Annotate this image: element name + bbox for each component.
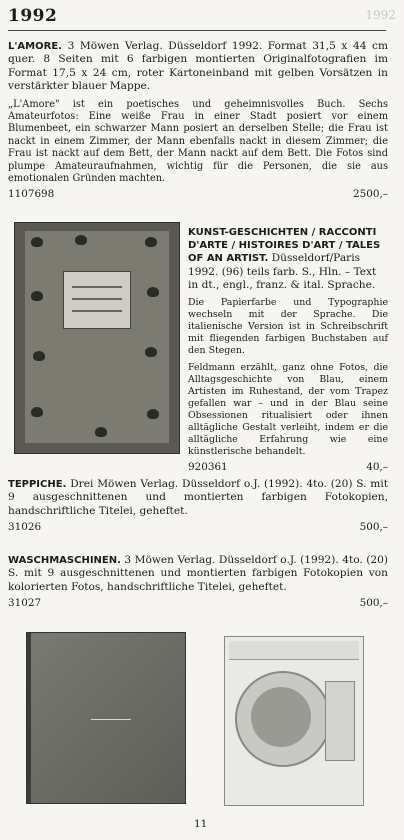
heading-rule bbox=[8, 30, 386, 31]
bird-motif-icon bbox=[147, 287, 159, 297]
catalog-entry-lamore bbox=[8, 40, 388, 202]
control-panel bbox=[229, 641, 359, 660]
entry-details: Düsseldorf/Paris 1992. (96) teils farb. S., Hln. – Text in dt., engl., franz. & ital. Sprache. bbox=[188, 252, 377, 291]
entry-footer bbox=[8, 521, 388, 534]
bird-motif-icon bbox=[31, 237, 43, 247]
waschmaschinen-book-photo bbox=[26, 632, 186, 804]
catalog-number: 1107698 bbox=[8, 188, 55, 201]
entry-text bbox=[8, 478, 388, 518]
entry-title: KUNST-GESCHICHTEN / RACCONTI D'ARTE / HISTOIRES D'ART / TALES OF AN ARTIST. bbox=[188, 227, 381, 265]
kunst-geschichten-cover-photo bbox=[14, 222, 180, 454]
book-spine bbox=[27, 633, 31, 803]
price: 2500,– bbox=[353, 188, 388, 201]
bird-motif-icon bbox=[75, 235, 87, 245]
entry-footer bbox=[8, 597, 388, 610]
entry-details: 3 Möwen Verlag. Düsseldorf 1992. Format 31,5 x 44 cm quer. 8 Seiten mit 6 farbigen montierten Originalfotografien im Format 17,5 x 24 cm, roter Kartoneinband mit gelben Vorsätzen in verstärkter blauer Mappe. bbox=[8, 40, 388, 93]
entry-text bbox=[188, 226, 388, 292]
washing-machine-photo bbox=[224, 636, 364, 806]
bird-motif-icon bbox=[145, 237, 157, 247]
machine-drum bbox=[251, 687, 311, 747]
bird-motif-icon bbox=[95, 427, 107, 437]
entry-details: 3 Möwen Verlag. Düsseldorf o.J. (1992). 4to. (20) S. mit 9 ausgeschnittenen und montierten farbigen Fotokopien von kolorierten Fotos, handschriftliche Titelei, geheftet. bbox=[8, 554, 388, 593]
catalog-number: 31026 bbox=[8, 521, 42, 534]
bird-motif-icon bbox=[31, 407, 43, 417]
page-number: 11 bbox=[194, 818, 208, 830]
entry-text bbox=[8, 40, 388, 94]
catalog-entry-teppiche bbox=[8, 478, 388, 535]
entry-description: Die Papierfarbe und Typographie wechseln mit der Sprache. Die italienische Version ist in Schreibschrift mit fliegenden farbigen Buchstaben auf den Stegen. bbox=[188, 297, 388, 357]
bird-motif-icon bbox=[33, 351, 45, 361]
catalog-number: 31027 bbox=[8, 597, 42, 610]
entry-title: L'AMORE. bbox=[8, 41, 62, 52]
catalog-entry-kunst-geschichten bbox=[188, 226, 388, 474]
entry-text bbox=[8, 554, 388, 594]
price: 500,– bbox=[359, 597, 388, 610]
bird-motif-icon bbox=[147, 409, 159, 419]
year-heading: 1992 bbox=[8, 6, 58, 26]
price: 40,– bbox=[366, 461, 388, 474]
cover-panel bbox=[25, 231, 169, 443]
entry-description: „L'Amore" ist ein poetisches und geheimnisvolles Buch. Sechs Amateurfotos: Eine weiße Frau in einer Stadt posiert vor einem Blumenbeet, ein schwarzer Mann posiert an derselben Stelle; die Frau ist nackt in einem Zimmer, der Mann ebenfalls nackt in diesem Zimmer; die Frau ist nackt auf dem Bett, der Mann nackt auf dem Bett. Die Fotos sind plumpe Amateuraufnahmen, wichtig für die Personen, die sie aus emotionalen Gründen machten. bbox=[8, 98, 388, 185]
entry-details: Drei Möwen Verlag. Düsseldorf o.J. (1992). 4to. (20) S. mit 9 ausgeschnittenen und montierten farbigen Fotokopien, handschriftliche Titelei, geheftet. bbox=[8, 478, 389, 517]
entry-title: TEPPICHE. bbox=[8, 479, 67, 490]
cover-title-label bbox=[63, 271, 131, 329]
open-door-flap bbox=[325, 681, 355, 761]
price: 500,– bbox=[359, 521, 388, 534]
bird-motif-icon bbox=[31, 291, 43, 301]
entry-footer bbox=[8, 188, 388, 201]
bleed-through-year: 1992 bbox=[365, 8, 396, 22]
handwritten-title-mark bbox=[91, 713, 131, 720]
entry-title: WASCHMASCHINEN. bbox=[8, 555, 121, 566]
entry-footer bbox=[188, 461, 388, 474]
entry-description: Feldmann erzählt, ganz ohne Fotos, die Alltagsgeschichte von Blau, einem Artisten im Ruhestand, der vom Trapez gefallen war – und in der Blau seine Obsessionen ritualisiert oder ihnen alltägliche Gestalt verleiht, indem er die alltägliche Erfahrung wie eine künstlerische behandelt. bbox=[188, 362, 388, 458]
catalog-entry-waschmaschinen bbox=[8, 554, 388, 611]
catalog-number: 920361 bbox=[188, 461, 228, 474]
bird-motif-icon bbox=[145, 347, 157, 357]
